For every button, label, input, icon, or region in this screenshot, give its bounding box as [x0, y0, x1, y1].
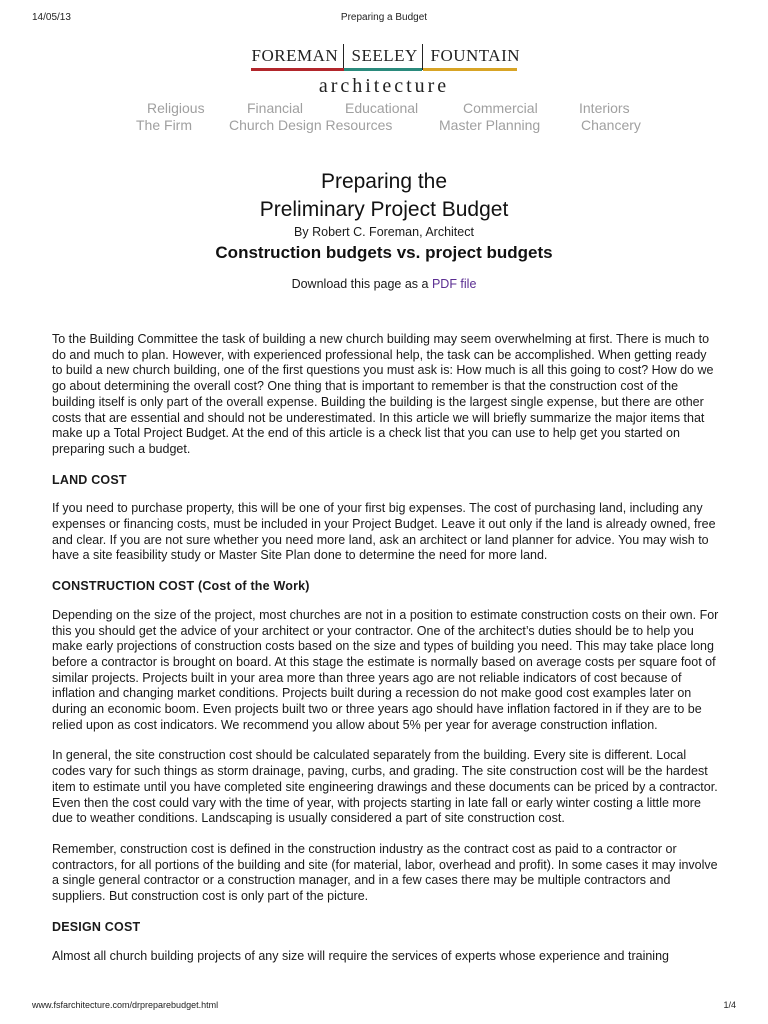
logo-word-fountain: FOUNTAIN	[423, 46, 517, 71]
construction-cost-paragraph: Depending on the size of the project, most churches are not in a position to estimate construction costs on their own. For this you should get the advice of your architect or your contractor. One of the architect’s duties should be to help you make early projections of construction costs based on the size and types of building you need. This may take place long before a contractor is brought on board. At this stage the estimate is normally based on average costs per square foot of similar projects. Projects built in your area more than three years ago are not reliable indicators of cost because of inflation and changing market conditions. Projects built during a recession do not make good cost examples later on during an economic boom. Even projects built two or three years ago should have inflation factored in if they are to be relied upon as cost indicators. We recommend you allow about 5% per year for average construction inflation.	[52, 607, 719, 732]
print-footer	[0, 1000, 768, 1016]
section-heading-construction-cost: CONSTRUCTION COST (Cost of the Work)	[52, 579, 310, 594]
intro-paragraph: To the Building Committee the task of building a new church building may seem overwhelming at first. There is much to do and much to plan. However, with experienced professional help, the task can be accomplished. When getting ready to build a new church building, one of the first questions you must ask is: How much is all this going to cost? How do we go about determining the overall cost? One thing that is important to remember is that the construction cost of the building itself is only part of the overall expense. Building the building is the largest single expense, but there are other costs that are essential and should not be underestimated. In this article we will briefly summarize the major items that make up a Total Project Budget. At the end of this article is a check list that you can use to help get you started on preparing such a budget.	[52, 332, 714, 456]
nav-link-educational[interactable]: Educational	[345, 100, 419, 116]
logo-bar-teal	[344, 68, 422, 71]
logo-word-seeley: SEELEY	[344, 46, 422, 71]
nav-link-interiors[interactable]: Interiors	[579, 100, 630, 116]
author-byline: By Robert C. Foreman, Architect	[294, 225, 474, 239]
nav-link-church-design-resources[interactable]: Church Design Resources	[229, 117, 393, 133]
nav-link-religious[interactable]: Religious	[147, 100, 205, 116]
land-cost-paragraph: If you need to purchase property, this will be one of your first big expenses. The cost of purchasing land, including any expenses or financing costs, must be included in your Project Budget. Leave it out only if the land is already owned, free and clear. If you are not sure whether you need more land, ask an architect or land planner for advice. You may wish to have a site feasibility study or Master Site Plan done to determine the need for more land.	[52, 501, 716, 563]
logo-bar-red	[251, 68, 351, 71]
article-heading	[0, 168, 768, 291]
nav-link-the-firm[interactable]: The Firm	[136, 117, 192, 133]
firm-logo[interactable]	[0, 46, 768, 98]
download-prefix: Download this page as a	[291, 277, 432, 291]
construction-definition-paragraph: Remember, construction cost is defined in the construction industry as the contract cost as paid to a contractor or contractors, for all portions of the building and site (for material, labor, overhead and profit). In some cases it may involve a single general contractor or a construction manager, and in a few cases there may be multiple contractors and suppliers. But construction cost is only part of the picture.	[52, 841, 718, 904]
design-cost-paragraph: Almost all church building projects of any size will require the services of experts whose experience and training	[52, 948, 669, 963]
page-title-line-1: Preparing the	[320, 170, 448, 193]
download-line	[0, 277, 768, 291]
logo-bar-gold	[423, 68, 517, 71]
print-header	[0, 0, 768, 30]
nav-row-primary	[0, 100, 768, 117]
nav-link-financial[interactable]: Financial	[247, 100, 304, 116]
pdf-download-link[interactable]: PDF file	[431, 277, 477, 291]
section-heading-land-cost: LAND COST	[52, 472, 127, 487]
logo-word-foreman: FOREMAN	[252, 46, 343, 71]
print-document-title: Preparing a Budget	[340, 12, 428, 23]
nav-link-commercial[interactable]: Commercial	[463, 100, 538, 116]
nav-row-secondary	[0, 117, 768, 134]
logo-subtitle: architecture	[318, 75, 450, 97]
nav-link-chancery[interactable]: Chancery	[581, 117, 641, 133]
page-number: 1/4	[723, 1000, 736, 1010]
section-heading-design-cost: DESIGN COST	[52, 919, 141, 934]
page-url: www.fsfarchitecture.com/drpreparebudget.html	[32, 1000, 219, 1010]
article-subtitle: Construction budgets vs. project budgets	[215, 243, 553, 262]
site-construction-paragraph: In general, the site construction cost should be calculated separately from the building. Every site is different. Local codes vary for such things as storm drainage, paving, curbs, and grading. The site construction cost will be the hardest item to estimate until you have completed site engineering drawings and these documents can be priced by a contractor. Even then the cost could vary with the time of year, with projects starting in late fall or early winter costing a little more due to weather conditions. Landscaping is usually considered a part of site construction cost.	[52, 748, 718, 826]
article-body	[52, 332, 720, 979]
print-date: 14/05/13	[32, 12, 71, 23]
nav-link-master-planning[interactable]: Master Planning	[439, 117, 541, 133]
main-navigation	[0, 100, 768, 134]
page-title-line-2: Preliminary Project Budget	[259, 198, 509, 221]
